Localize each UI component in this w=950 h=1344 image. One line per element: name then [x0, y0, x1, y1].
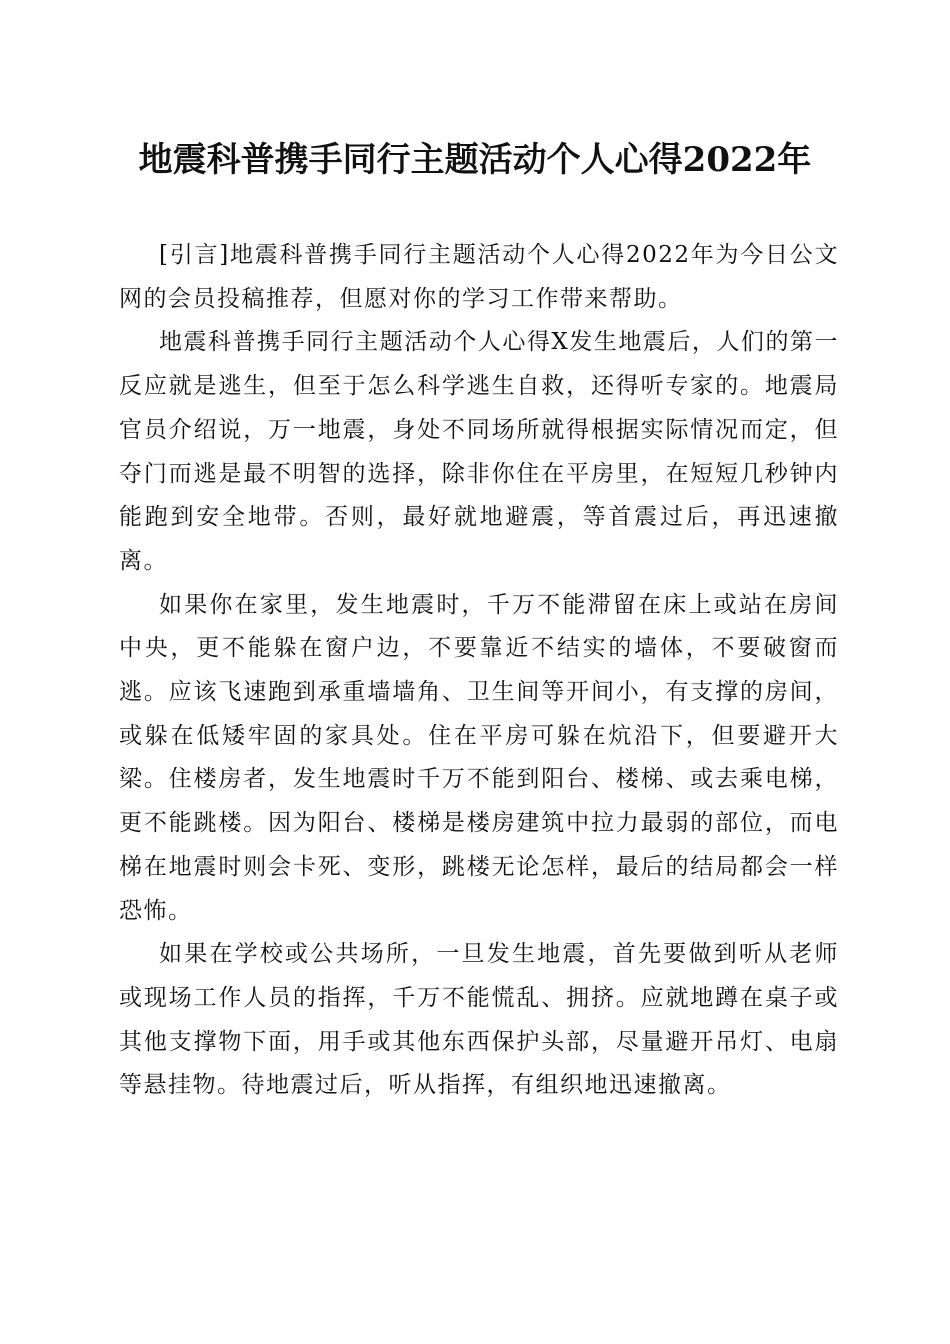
- document-body: [119, 234, 839, 1108]
- paragraph-at-home: 如果你在家里，发生地震时，千万不能滞留在床上或站在房间中央，更不能躲在窗户边，不要靠近不结实的墙体，不要破窗而逃。应该飞速跑到承重墙墙角、卫生间等开间小，有支撑的房间，或躲在低矮牢固的家具处。住在平房可躲在炕沿下，但要避开大梁。住楼房者，发生地震时千万不能到阳台、楼梯、或去乘电梯，更不能跳楼。因为阳台、楼梯是楼房建筑中拉力最弱的部位，而电梯在地震时则会卡死、变形，跳楼无论怎样，最后的结局都会一样恐怖。: [119, 591, 839, 924]
- document-title: 地震科普携手同行主题活动个人心得2022年: [138, 140, 812, 180]
- paragraph-public-places: 如果在学校或公共场所，一旦发生地震，首先要做到听从老师或现场工作人员的指挥，千万不能慌乱、拥挤。应就地蹲在桌子或其他支撑物下面，用手或其他东西保护头部，尽量避开吊灯、电扇等悬挂物。待地震过后，听从指挥，有组织地迅速撤离。: [119, 941, 839, 1099]
- paragraph-escape-advice: 地震科普携手同行主题活动个人心得X发生地震后，人们的第一反应就是逃生，但至于怎么科学逃生自救，还得听专家的。地震局官员介绍说，万一地震，身处不同场所就得根据实际情况而定，但夺门而逃是最不明智的选择，除非你住在平房里，在短短几秒钟内能跑到安全地带。否则，最好就地避震，等首震过后，再迅速撤离。: [119, 329, 839, 574]
- paragraph-intro: [引言]地震科普携手同行主题活动个人心得2022年为今日公文网的会员投稿推荐，但愿对你的学习工作带来帮助。: [119, 242, 839, 312]
